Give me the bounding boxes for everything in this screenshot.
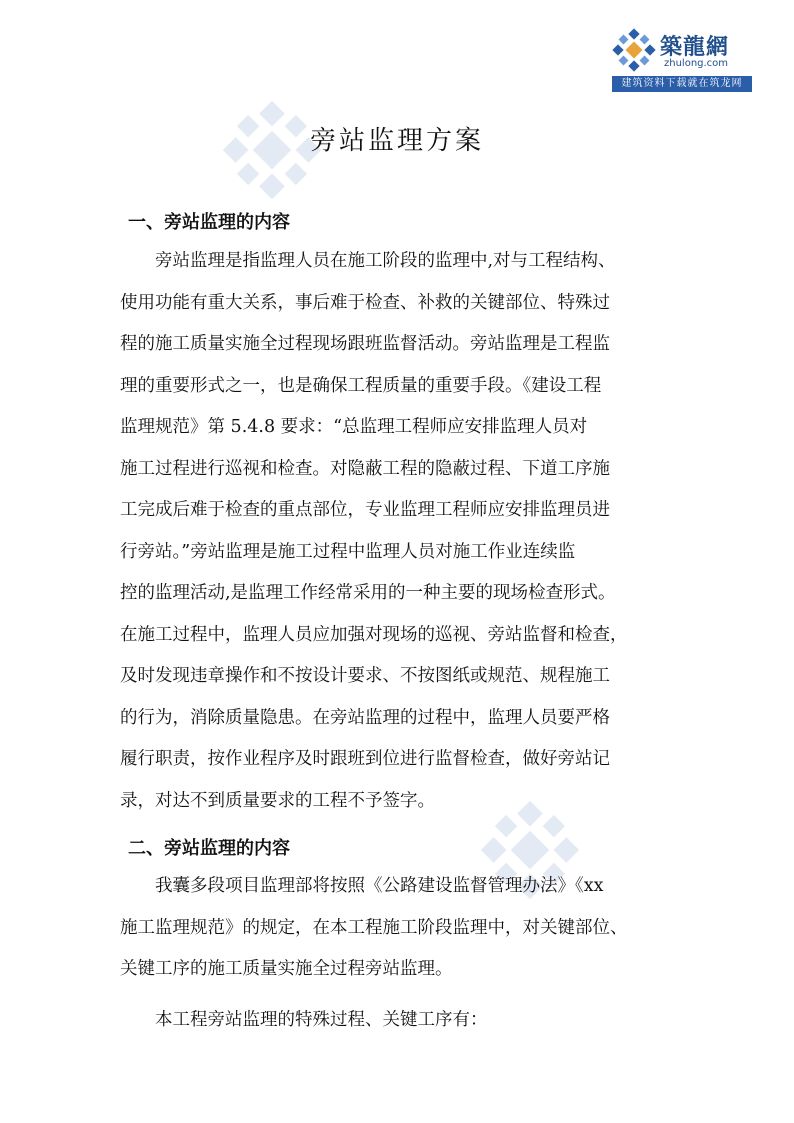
logo-banner: 建筑资料下载就在筑龙网 (612, 76, 752, 92)
body-line: 的行为，消除质量隐患。在旁站监理的过程中，监理人员要严格 (120, 707, 610, 728)
logo-name: 築龍網 (660, 35, 730, 60)
body-line: 旁站监理是指监理人员在施工阶段的监理中,对与工程结构、 (155, 251, 616, 271)
document-title: 旁站监理方案 (309, 126, 484, 156)
body-line: 行旁站。”旁站监理是施工过程中监理人员对施工作业连续监 (120, 541, 576, 562)
body-line: 我囊多段项目监理部将按照《公路建设监督管理办法》《xx (155, 876, 604, 896)
body-line: 控的监理活动,是监理工作经常采用的一种主要的现场检查形式。 (120, 583, 616, 603)
section-2-heading: 二、旁站监理的内容 (128, 838, 290, 859)
body-line: 本工程旁站监理的特殊过程、关键工序有： (155, 1009, 488, 1030)
section-2-body (120, 866, 686, 1041)
body-line: 监理规范》第 5.4.8 要求：“总监理工程师应安排监理人员对 (120, 417, 588, 437)
logo-domain: zhulong.com (664, 58, 729, 69)
body-line: 关键工序的施工质量实施全过程旁站监理。 (120, 959, 453, 979)
body-line: 理的重要形式之一，也是确保工程质量的重要手段。《建设工程 (120, 375, 602, 396)
body-line: 使用功能有重大关系，事后难于检查、补救的关键部位、特殊过 (120, 292, 610, 313)
body-line: 录，对达不到质量要求的工程不予签字。 (120, 790, 435, 811)
body-line: 施工过程进行巡视和检查。对隐蔽工程的隐蔽过程、下道工序施 (120, 458, 610, 479)
body-line: 程的施工质量实施全过程现场跟班监督活动。旁站监理是工程监 (120, 334, 610, 354)
zhulong-logo (612, 24, 752, 94)
body-line: 施工监理规范》的规定，在本工程施工阶段监理中，对关键部位、 (120, 917, 628, 938)
body-line: 工完成后难于检查的重点部位，专业监理工程师应安排监理员进 (120, 500, 610, 520)
body-line: 及时发现违章操作和不按设计要求、不按图纸或规范、规程施工 (120, 666, 610, 686)
zhulong-logo-icon (612, 28, 656, 72)
body-line: 在施工过程中，监理人员应加强对现场的巡视、旁站监督和检查， (120, 624, 628, 645)
section-1-heading: 一、旁站监理的内容 (128, 212, 290, 233)
section-1-body (120, 241, 686, 822)
body-line: 履行职责，按作业程序及时跟班到位进行监督检查，做好旁站记 (120, 749, 610, 769)
